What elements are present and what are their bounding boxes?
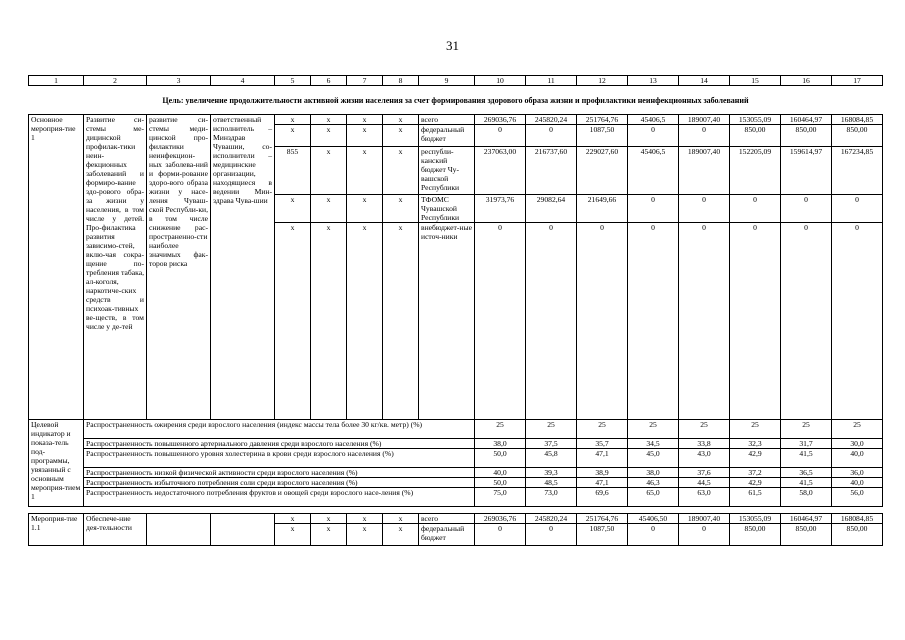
- column-number-row: [29, 76, 883, 86]
- code-cell: x: [275, 125, 311, 147]
- column-number: 9: [419, 76, 475, 86]
- funding-source: ТФОМС Чувашской Республики: [419, 195, 475, 223]
- indicator-value: 47,1: [577, 478, 628, 488]
- amount-cell: 0: [577, 223, 628, 420]
- code-cell: x: [311, 223, 347, 420]
- indicator-value: 39,3: [526, 468, 577, 478]
- indicator-name: Распространенность недостаточного потребления фруктов и овощей среди взрослого насе-ления (%): [84, 488, 475, 507]
- indicator-value: 36,5: [781, 468, 832, 478]
- amount-cell: 850,00: [730, 125, 781, 147]
- event1-row: [29, 115, 883, 125]
- indicator-value: 25: [628, 420, 679, 439]
- indicator-row: [29, 488, 883, 507]
- amount-cell: 167234,85: [832, 147, 883, 195]
- indicator-value: 42,9: [730, 449, 781, 468]
- indicator-value: 48,5: [526, 478, 577, 488]
- amount-cell: 251764,76: [577, 514, 628, 524]
- budget-table: [28, 75, 883, 546]
- column-number: 2: [84, 76, 147, 86]
- amount-cell: 189007,40: [679, 115, 730, 125]
- indicator-value: 25: [781, 420, 832, 439]
- amount-cell: 245820,24: [526, 115, 577, 125]
- goal-text: Цель: увеличение продолжительности активной жизни населения за счет формирования здорового образа жизни и профилактики неинфекционных заболеваний: [29, 86, 883, 115]
- indicator-value: 56,0: [832, 488, 883, 507]
- amount-cell: 0: [679, 223, 730, 420]
- amount-cell: 0: [781, 223, 832, 420]
- code-cell: x: [311, 147, 347, 195]
- amount-cell: 850,00: [832, 125, 883, 147]
- indicator-value: 31,7: [781, 439, 832, 449]
- event11-title: Обеспече-ние дея-тельности: [84, 514, 147, 546]
- event1-task: развитие си-стемы меди-цинской про-филактики неинфекцион-ных заболева-ний и форми-рование здоро-вого образа жизни у насе-ления Чуваш-ской Республи-ки, в том числе снижение рас-пространенно-сти наиболее значимых фак-торов риска: [147, 115, 211, 420]
- indicator-value: 25: [475, 420, 526, 439]
- code-cell: x: [347, 115, 383, 125]
- indicator-value: 25: [730, 420, 781, 439]
- amount-cell: 850,00: [832, 524, 883, 546]
- amount-cell: 159614,97: [781, 147, 832, 195]
- column-number: 1: [29, 76, 84, 86]
- event11-task: [147, 514, 211, 546]
- amount-cell: 850,00: [781, 125, 832, 147]
- code-cell: 855: [275, 147, 311, 195]
- amount-cell: 0: [526, 524, 577, 546]
- indicator-value: 44,5: [679, 478, 730, 488]
- indicator-value: 38,0: [628, 468, 679, 478]
- indicator-name: Распространенность повышенного артериального давления среди взрослого населения (%): [84, 439, 475, 449]
- amount-cell: 153055,09: [730, 514, 781, 524]
- indicator-value: 38,9: [577, 468, 628, 478]
- code-cell: x: [311, 195, 347, 223]
- column-number: 10: [475, 76, 526, 86]
- code-cell: x: [383, 147, 419, 195]
- column-number: 17: [832, 76, 883, 86]
- column-number: 12: [577, 76, 628, 86]
- indicator-row: [29, 478, 883, 488]
- indicator-value: 37,6: [679, 468, 730, 478]
- event1-executor: ответственный исполнитель – Минздрав Чувашии, со-исполнители – медицинские организации, находящиеся в ведении Мин-здрава Чува-шии: [211, 115, 275, 420]
- code-cell: x: [275, 195, 311, 223]
- column-number: 13: [628, 76, 679, 86]
- amount-cell: 168084,85: [832, 115, 883, 125]
- event11-type: Мероприя-тие 1.1: [29, 514, 84, 546]
- amount-cell: 850,00: [730, 524, 781, 546]
- amount-cell: 160464,97: [781, 514, 832, 524]
- indicator-value: 41,5: [781, 478, 832, 488]
- code-cell: x: [347, 125, 383, 147]
- event11-executor: [211, 514, 275, 546]
- column-number: 8: [383, 76, 419, 86]
- code-cell: x: [347, 514, 383, 524]
- code-cell: x: [383, 514, 419, 524]
- amount-cell: 189007,40: [679, 514, 730, 524]
- amount-cell: 237063,00: [475, 147, 526, 195]
- indicator-value: 25: [526, 420, 577, 439]
- code-cell: x: [347, 223, 383, 420]
- funding-source: всего: [419, 514, 475, 524]
- indicator-value: 30,0: [832, 439, 883, 449]
- indicator-value: 36,0: [832, 468, 883, 478]
- amount-cell: 0: [679, 524, 730, 546]
- indicator-value: 65,0: [628, 488, 679, 507]
- code-cell: x: [383, 115, 419, 125]
- indicator-value: 50,0: [475, 478, 526, 488]
- column-number: 3: [147, 76, 211, 86]
- code-cell: x: [275, 223, 311, 420]
- indicator-value: 35,7: [577, 439, 628, 449]
- amount-cell: 0: [679, 125, 730, 147]
- column-number: 15: [730, 76, 781, 86]
- amount-cell: 0: [526, 223, 577, 420]
- indicator-row: [29, 449, 883, 468]
- indicator-value: 69,6: [577, 488, 628, 507]
- indicator-name: Распространенность ожирения среди взрослого населения (индекс массы тела более 30 кг/кв. метр) (%): [84, 420, 475, 439]
- code-cell: x: [311, 115, 347, 125]
- code-cell: x: [383, 524, 419, 546]
- indicator-row: [29, 420, 883, 439]
- amount-cell: 0: [730, 195, 781, 223]
- amount-cell: 269036,76: [475, 514, 526, 524]
- spacer-row: [29, 507, 883, 514]
- column-number: 14: [679, 76, 730, 86]
- code-cell: x: [347, 147, 383, 195]
- amount-cell: 189007,40: [679, 147, 730, 195]
- amount-cell: 0: [628, 223, 679, 420]
- indicator-value: 73,0: [526, 488, 577, 507]
- indicator-label: Целевой индикатор и показа-тель под-программы, увязанный с основным мероприя-тием 1: [29, 420, 84, 507]
- column-number: 16: [781, 76, 832, 86]
- amount-cell: 229027,60: [577, 147, 628, 195]
- indicator-value: 58,0: [781, 488, 832, 507]
- amount-cell: 31973,76: [475, 195, 526, 223]
- funding-source: республи-канский бюджет Чу-вашской Республики: [419, 147, 475, 195]
- indicator-value: 61,5: [730, 488, 781, 507]
- indicator-value: 45,0: [628, 449, 679, 468]
- code-cell: x: [275, 115, 311, 125]
- amount-cell: 0: [628, 195, 679, 223]
- amount-cell: 251764,76: [577, 115, 628, 125]
- indicator-value: 25: [679, 420, 730, 439]
- column-number: 4: [211, 76, 275, 86]
- indicator-value: 75,0: [475, 488, 526, 507]
- indicator-value: 34,5: [628, 439, 679, 449]
- amount-cell: 29082,64: [526, 195, 577, 223]
- spacer: [29, 507, 883, 514]
- amount-cell: 45406,50: [628, 514, 679, 524]
- amount-cell: 152205,09: [730, 147, 781, 195]
- amount-cell: 0: [475, 125, 526, 147]
- amount-cell: 0: [781, 195, 832, 223]
- indicator-value: 33,8: [679, 439, 730, 449]
- indicator-name: Распространенность повышенного уровня холестерина в крови среди взрослого населения (%): [84, 449, 475, 468]
- indicator-value: 46,3: [628, 478, 679, 488]
- funding-source: федеральный бюджет: [419, 524, 475, 546]
- amount-cell: 45406,5: [628, 147, 679, 195]
- code-cell: x: [383, 195, 419, 223]
- amount-cell: 21649,66: [577, 195, 628, 223]
- indicator-value: 47,1: [577, 449, 628, 468]
- amount-cell: 1087,50: [577, 524, 628, 546]
- indicator-value: 43,0: [679, 449, 730, 468]
- funding-source: всего: [419, 115, 475, 125]
- code-cell: x: [275, 514, 311, 524]
- amount-cell: 160464,97: [781, 115, 832, 125]
- code-cell: x: [311, 524, 347, 546]
- budget-table-sheet: [28, 75, 882, 546]
- event11-row: [29, 514, 883, 524]
- indicator-value: 63,0: [679, 488, 730, 507]
- amount-cell: 850,00: [781, 524, 832, 546]
- amount-cell: 0: [628, 125, 679, 147]
- code-cell: x: [383, 125, 419, 147]
- column-number: 11: [526, 76, 577, 86]
- amount-cell: 0: [679, 195, 730, 223]
- amount-cell: 245820,24: [526, 514, 577, 524]
- indicator-row: [29, 468, 883, 478]
- event1-title: Развитие си-стемы ме-дицинской профилак-тики неин-фекционных заболеваний и формиро-вание здо-рового обра-за жизни у населения, в том числе у детей. Про-филактика развития зависимо-стей, вклю-чая сокра-щение по-требления табака, ал-коголя, наркотиче-ских средств и психоак-тивных ве-ществ, в том числе у де-тей: [84, 115, 147, 420]
- indicator-value: 37,2: [730, 468, 781, 478]
- code-cell: x: [383, 223, 419, 420]
- indicator-value: 41,5: [781, 449, 832, 468]
- amount-cell: 0: [475, 223, 526, 420]
- amount-cell: 269036,76: [475, 115, 526, 125]
- code-cell: x: [311, 514, 347, 524]
- indicator-value: 37,5: [526, 439, 577, 449]
- amount-cell: 168084,85: [832, 514, 883, 524]
- amount-cell: 0: [475, 524, 526, 546]
- amount-cell: 0: [730, 223, 781, 420]
- page-number: 31: [446, 38, 459, 53]
- column-number: 5: [275, 76, 311, 86]
- indicator-value: 40,0: [832, 478, 883, 488]
- funding-source: внебюджет-ные источ-ники: [419, 223, 475, 420]
- indicator-value: 42,9: [730, 478, 781, 488]
- indicator-value: 25: [577, 420, 628, 439]
- amount-cell: 153055,09: [730, 115, 781, 125]
- amount-cell: 0: [832, 195, 883, 223]
- amount-cell: 0: [832, 223, 883, 420]
- code-cell: x: [347, 524, 383, 546]
- indicator-value: 38,0: [475, 439, 526, 449]
- indicator-value: 50,0: [475, 449, 526, 468]
- code-cell: x: [311, 125, 347, 147]
- code-cell: x: [275, 524, 311, 546]
- amount-cell: 216737,60: [526, 147, 577, 195]
- indicator-value: 40,0: [475, 468, 526, 478]
- indicator-value: 25: [832, 420, 883, 439]
- goal-row: [29, 86, 883, 115]
- indicator-name: Распространенность низкой физической активности среди взрослого населения (%): [84, 468, 475, 478]
- indicator-value: 45,8: [526, 449, 577, 468]
- indicator-row: [29, 439, 883, 449]
- code-cell: x: [347, 195, 383, 223]
- indicator-name: Распространенность избыточного потребления соли среди взрослого населения (%): [84, 478, 475, 488]
- amount-cell: 1087,50: [577, 125, 628, 147]
- column-number: 6: [311, 76, 347, 86]
- amount-cell: 45406,5: [628, 115, 679, 125]
- column-number: 7: [347, 76, 383, 86]
- funding-source: федеральный бюджет: [419, 125, 475, 147]
- amount-cell: 0: [526, 125, 577, 147]
- event1-type: Основное мероприя-тие 1: [29, 115, 84, 420]
- indicator-value: 40,0: [832, 449, 883, 468]
- indicator-value: 32,3: [730, 439, 781, 449]
- amount-cell: 0: [628, 524, 679, 546]
